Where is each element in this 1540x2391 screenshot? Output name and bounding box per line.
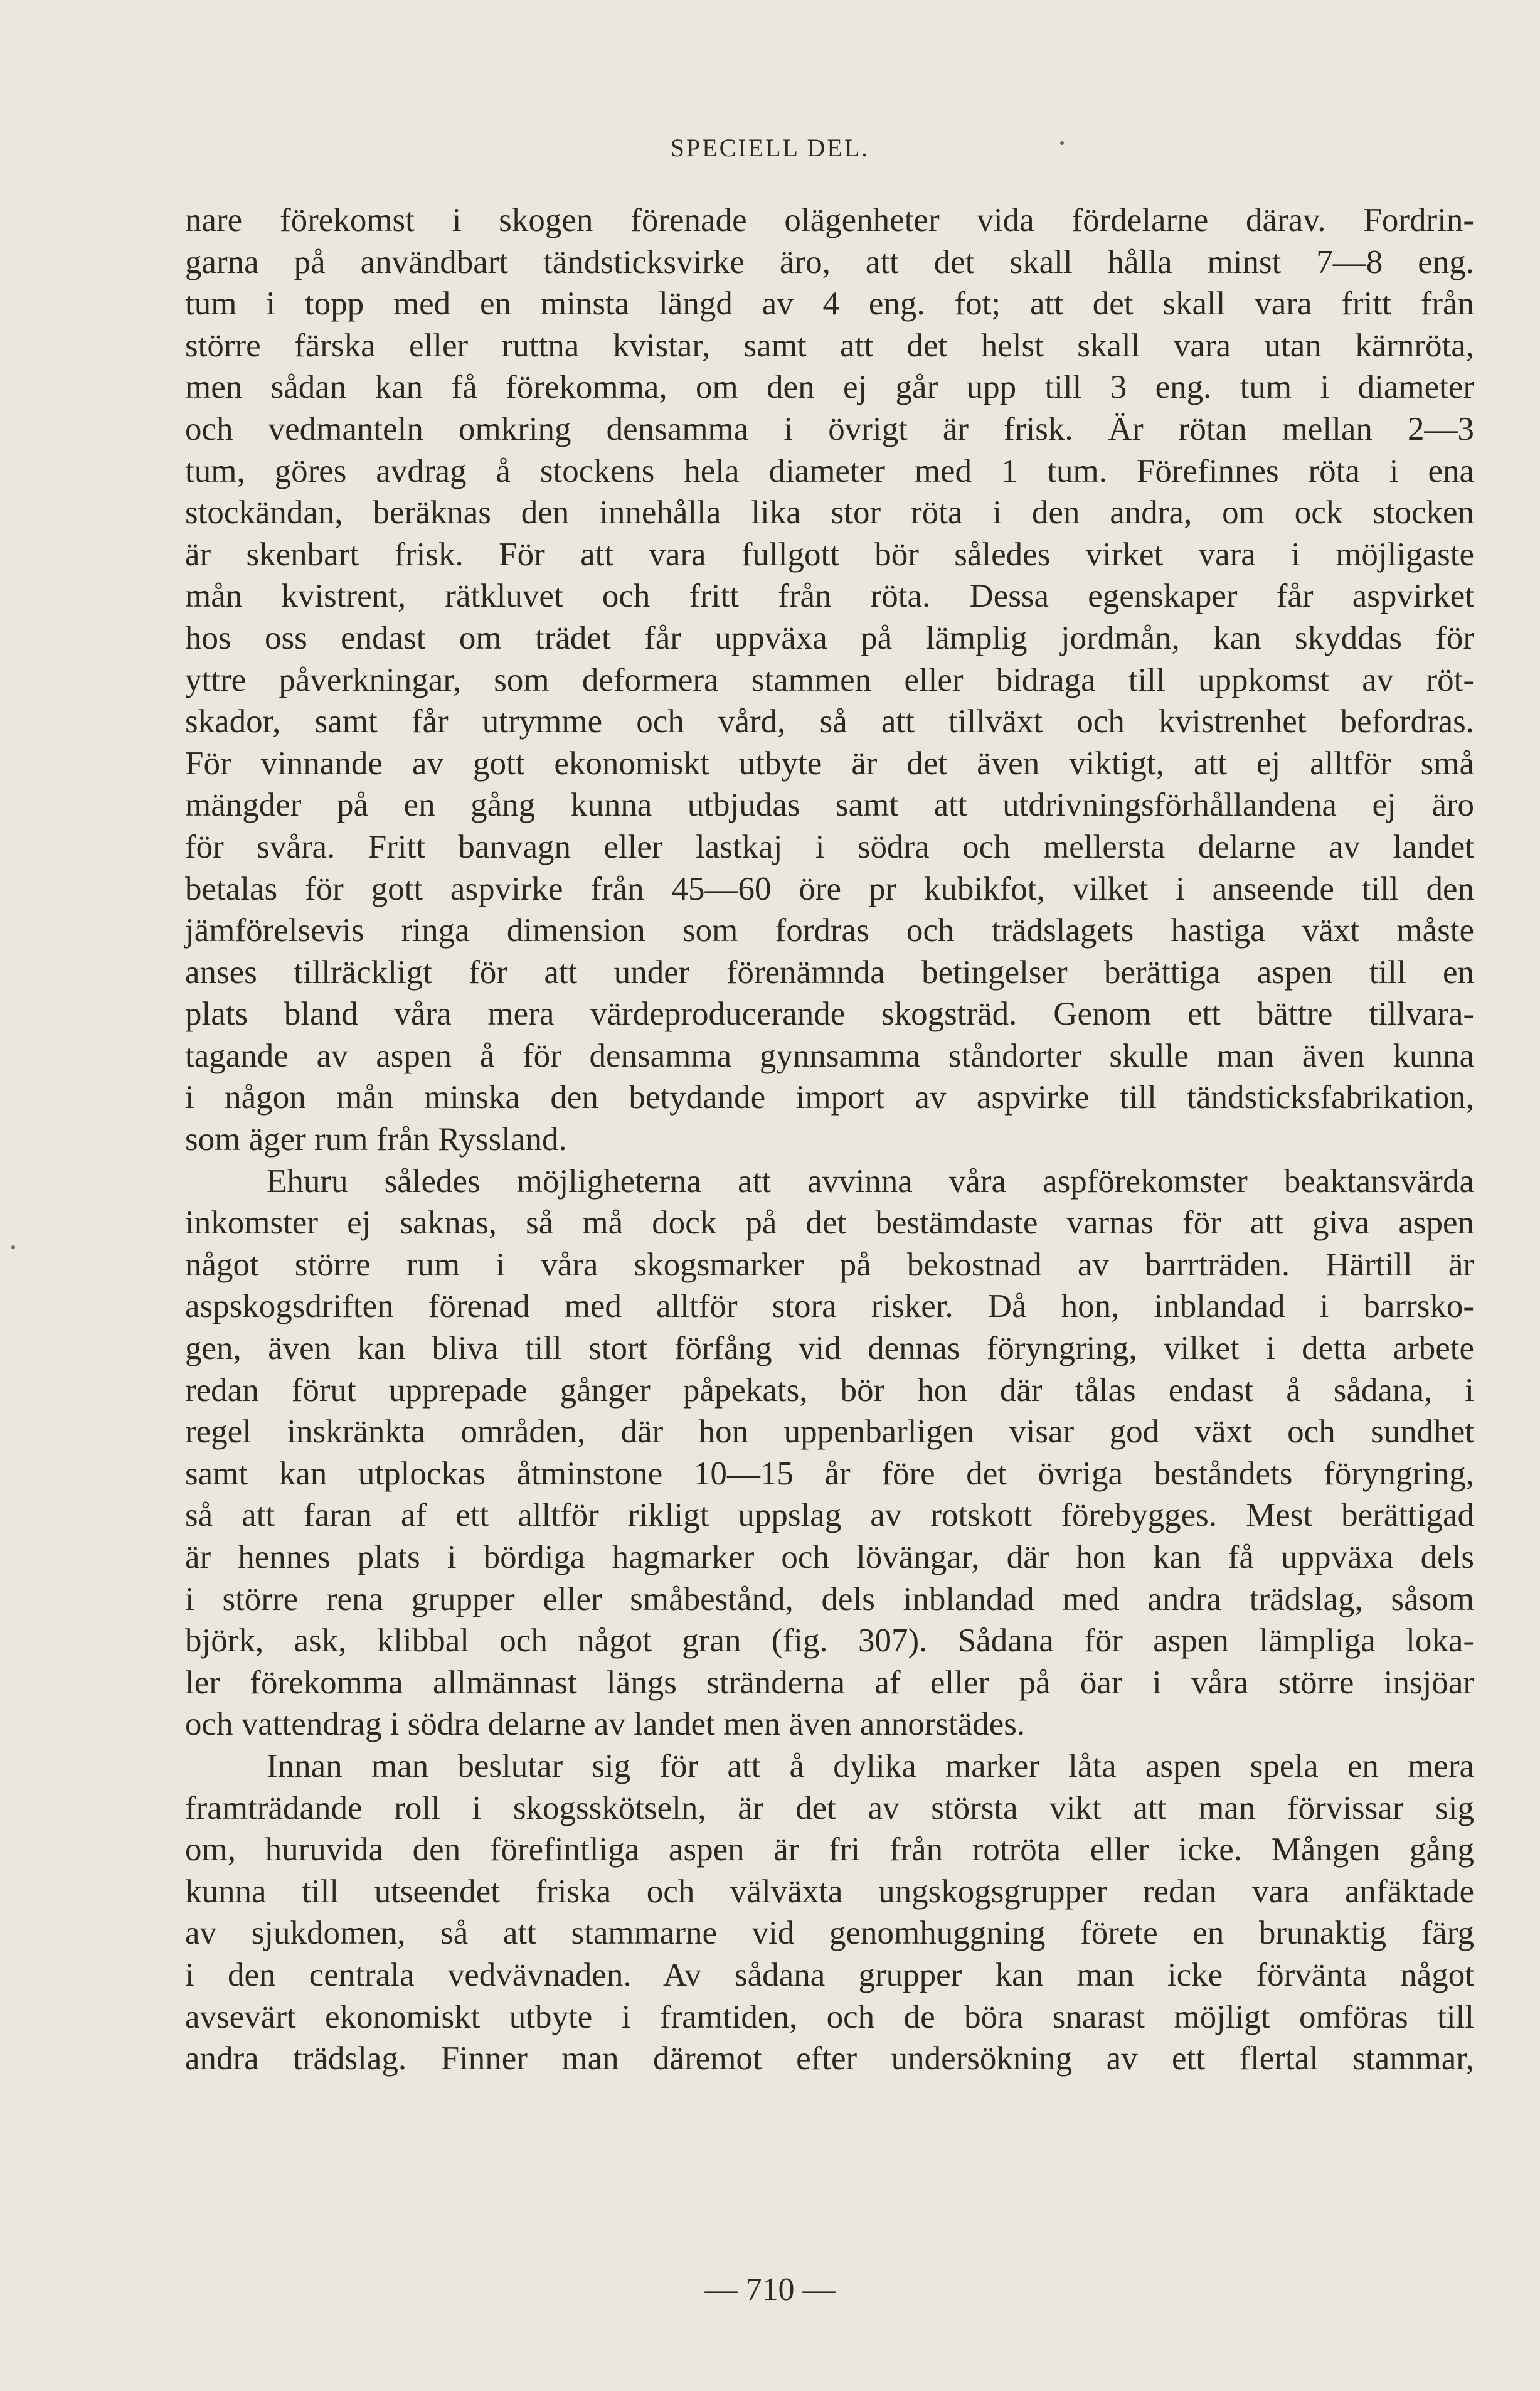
text-line: Innan man beslutar sig för att å dylika marker låta aspen spela en mera bbox=[267, 1747, 1474, 1784]
text-line: något större rum i våra skogsmarker på bekostnad av barrträden. Härtill är bbox=[185, 1246, 1474, 1283]
text-line: inkomster ej saknas, så må dock på det bestämdaste varnas för att giva aspen bbox=[185, 1205, 1474, 1242]
text-line: hos oss endast om trädet får uppväxa på lämplig jordmån, kan skyddas för bbox=[185, 619, 1474, 656]
text-line: andra trädslag. Finner man däremot efter undersökning av ett flertal stammar, bbox=[185, 2040, 1474, 2077]
text-line: tagande av aspen å för densamma gynnsamma ståndorter skulle man även kunna bbox=[185, 1037, 1474, 1074]
text-line: För vinnande av gott ekonomiskt utbyte är det även viktigt, att ej alltför små bbox=[185, 745, 1474, 782]
text-line: i någon mån minska den betydande import av aspvirke till tändsticksfabrikation, bbox=[185, 1079, 1474, 1116]
text-line: men sådan kan få förekomma, om den ej går upp till 3 eng. tum i diameter bbox=[185, 369, 1474, 406]
text-line: är skenbart frisk. För att vara fullgott bör således virket vara i möjligaste bbox=[185, 536, 1474, 573]
text-line: regel inskränkta områden, där hon uppenbarligen visar god växt och sundhet bbox=[185, 1414, 1474, 1451]
text-line: Ehuru således möjligheterna att avvinna våra aspförekomster beaktansvärda bbox=[267, 1163, 1474, 1200]
text-line: anses tillräckligt för att under förenämnda betingelser berättiga aspen till en bbox=[185, 954, 1474, 991]
text-line: tum i topp med en minsta längd av 4 eng. fot; att det skall vara fritt från bbox=[185, 285, 1474, 322]
text-line: är hennes plats i bördiga hagmarker och lövängar, där hon kan få uppväxa dels bbox=[185, 1539, 1474, 1575]
text-line: aspskogsdriften förenad med alltför stora risker. Då hon, inblandad i barrsko- bbox=[185, 1288, 1474, 1325]
print-speck bbox=[11, 1245, 15, 1249]
text-line: plats bland våra mera värdeproducerande skogsträd. Genom ett bättre tillvara- bbox=[185, 996, 1474, 1033]
text-line: om, huruvida den förefintliga aspen är fri från rotröta eller icke. Mången gång bbox=[185, 1831, 1474, 1868]
text-line: som äger rum från Ryssland. bbox=[185, 1121, 567, 1158]
body-text bbox=[185, 200, 1474, 2080]
text-line: och vattendrag i södra delarne av landet men även annorstädes. bbox=[185, 1706, 1026, 1743]
text-line: för svåra. Fritt banvagn eller lastkaj i södra och mellersta delarne av landet bbox=[185, 828, 1474, 865]
text-line: garna på användbart tändsticksvirke äro, att det skall hålla minst 7—8 eng. bbox=[185, 243, 1474, 280]
text-line: yttre påverkningar, som deformera stammen eller bidraga till uppkomst av röt- bbox=[185, 661, 1474, 698]
print-speck bbox=[1060, 141, 1064, 145]
text-line: jämförelsevis ringa dimension som fordras och trädslagets hastiga växt måste bbox=[185, 912, 1474, 949]
text-line: större färska eller ruttna kvistar, samt att det helst skall vara utan kärnröta, bbox=[185, 327, 1474, 364]
text-line: redan förut upprepade gånger påpekats, bör hon där tålas endast å sådana, i bbox=[185, 1371, 1474, 1409]
text-line: kunna till utseendet friska och välväxta ungskogsgrupper redan vara anfäktade bbox=[185, 1873, 1474, 1910]
text-line: avsevärt ekonomiskt utbyte i framtiden, och de böra snarast möjligt omföras till bbox=[185, 1998, 1474, 2035]
text-line: samt kan utplockas åtminstone 10—15 år före det övriga beståndets föryngring, bbox=[185, 1455, 1474, 1492]
text-line: gen, även kan bliva till stort förfång vid dennas föryngring, vilket i detta arbete bbox=[185, 1330, 1474, 1367]
running-header: SPECIELL DEL. bbox=[670, 134, 870, 162]
text-line: nare förekomst i skogen förenade olägenheter vida fördelarne därav. Fordrin- bbox=[185, 202, 1474, 238]
text-line: stockändan, beräknas den innehålla lika stor röta i den andra, om ock stocken bbox=[185, 494, 1474, 531]
text-line: så att faran af ett alltför rikligt uppslag av rotskott förebygges. Mest berättigad bbox=[185, 1497, 1474, 1534]
text-line: betalas för gott aspvirke från 45—60 öre pr kubikfot, vilket i anseende till den bbox=[185, 870, 1474, 907]
text-line: i större rena grupper eller småbestånd, dels inblandad med andra trädslag, såsom bbox=[185, 1580, 1474, 1617]
text-line: tum, göres avdrag å stockens hela diameter med 1 tum. Förefinnes röta i ena bbox=[185, 452, 1474, 489]
text-line: i den centrala vedvävnaden. Av sådana grupper kan man icke förvänta något bbox=[185, 1956, 1474, 1993]
text-line: skador, samt får utrymme och vård, så att tillväxt och kvistrenhet befordras. bbox=[185, 703, 1474, 740]
text-line: framträdande roll i skogsskötseln, är det av största vikt att man förvissar sig bbox=[185, 1789, 1474, 1826]
text-line: ler förekomma allmännast längs stränderna af eller på öar i våra större insjöar bbox=[185, 1664, 1474, 1701]
text-line: och vedmanteln omkring densamma i övrigt är frisk. Är rötan mellan 2—3 bbox=[185, 410, 1474, 447]
text-line: av sjukdomen, så att stammarne vid genomhuggning förete en brunaktig färg bbox=[185, 1915, 1474, 1952]
text-line: björk, ask, klibbal och något gran (fig. 307). Sådana för aspen lämpliga loka- bbox=[185, 1622, 1474, 1659]
text-line: mån kvistrent, rätkluvet och fritt från röta. Dessa egenskaper får aspvirket bbox=[185, 578, 1474, 615]
page-number: — 710 — bbox=[704, 2272, 836, 2308]
text-line: mängder på en gång kunna utbjudas samt att utdrivningsförhållandena ej äro bbox=[185, 787, 1474, 824]
